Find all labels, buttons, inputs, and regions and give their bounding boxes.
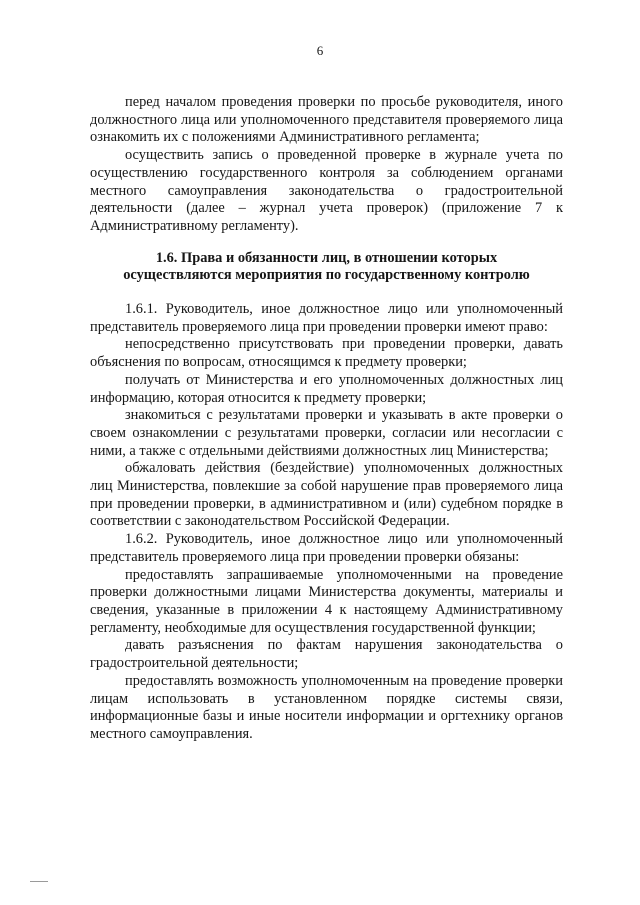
- footer-divider: [30, 881, 48, 882]
- paragraph: давать разъяснения по фактам нарушения законодательства о градостроительной деятельности;: [90, 637, 563, 672]
- paragraph: предоставлять возможность уполномоченным на проведение проверки лицам использовать в установленном порядке системы связи, информационные базы и иные носители информации и оргтехнику органов местного самоуправления.: [90, 672, 563, 742]
- section-heading-line: 1.6. Права и обязанности лиц, в отношении которых: [155, 249, 498, 266]
- paragraph: перед началом проведения проверки по просьбе руководителя, иного должностного лица или уполномоченного представителя проверяемого лица ознакомить их с положениями Административного регламента;: [90, 94, 563, 146]
- paragraph: обжаловать действия (бездействие) уполномоченных должностных лиц Министерства, повлекшие за собой нарушение прав проверяемого лица при проведении проверки, в административном и (или) судебном порядке в соответствии с законодательством Российской Федерации.: [90, 460, 563, 530]
- paragraph: знакомиться с результатами проверки и указывать в акте проверки о своем ознакомлении с результатами проверки, согласии или несогласии с ними, а также с отдельными действиями должностных лиц Министерства;: [90, 407, 563, 459]
- section-heading: [90, 250, 563, 285]
- paragraph: предоставлять запрашиваемые уполномоченными на проведение проверки должностными лицами Министерства документы, материалы и сведения, указанные в приложении 4 к настоящему Административному регламенту, необходимые для осуществления государственной функции;: [90, 566, 563, 636]
- section-heading-line: осуществляются мероприятия по государственному контролю: [123, 267, 530, 284]
- paragraph: 1.6.1. Руководитель, иное должностное лицо или уполномоченный представитель проверяемого лица при проведении проверки имеют право:: [90, 301, 563, 335]
- paragraph: 1.6.2. Руководитель, иное должностное лицо или уполномоченный представитель проверяемого лица при проведении проверки обязаны:: [90, 531, 563, 565]
- paragraph: осуществить запись о проведенной проверке в журнале учета по осуществлению государственного контроля за соблюдением органами местного самоуправления законодательства о градостроительной деятельности (далее – журнал учета проверок) (приложение 7 к Административному регламенту).: [90, 147, 563, 234]
- paragraph: получать от Министерства и его уполномоченных должностных лиц информацию, которая относится к предмету проверки;: [90, 371, 563, 406]
- document-body: [90, 94, 563, 744]
- paragraph: непосредственно присутствовать при проведении проверки, давать объяснения по вопросам, относящимся к предмету проверки;: [90, 336, 563, 371]
- page-number: 6: [316, 43, 324, 58]
